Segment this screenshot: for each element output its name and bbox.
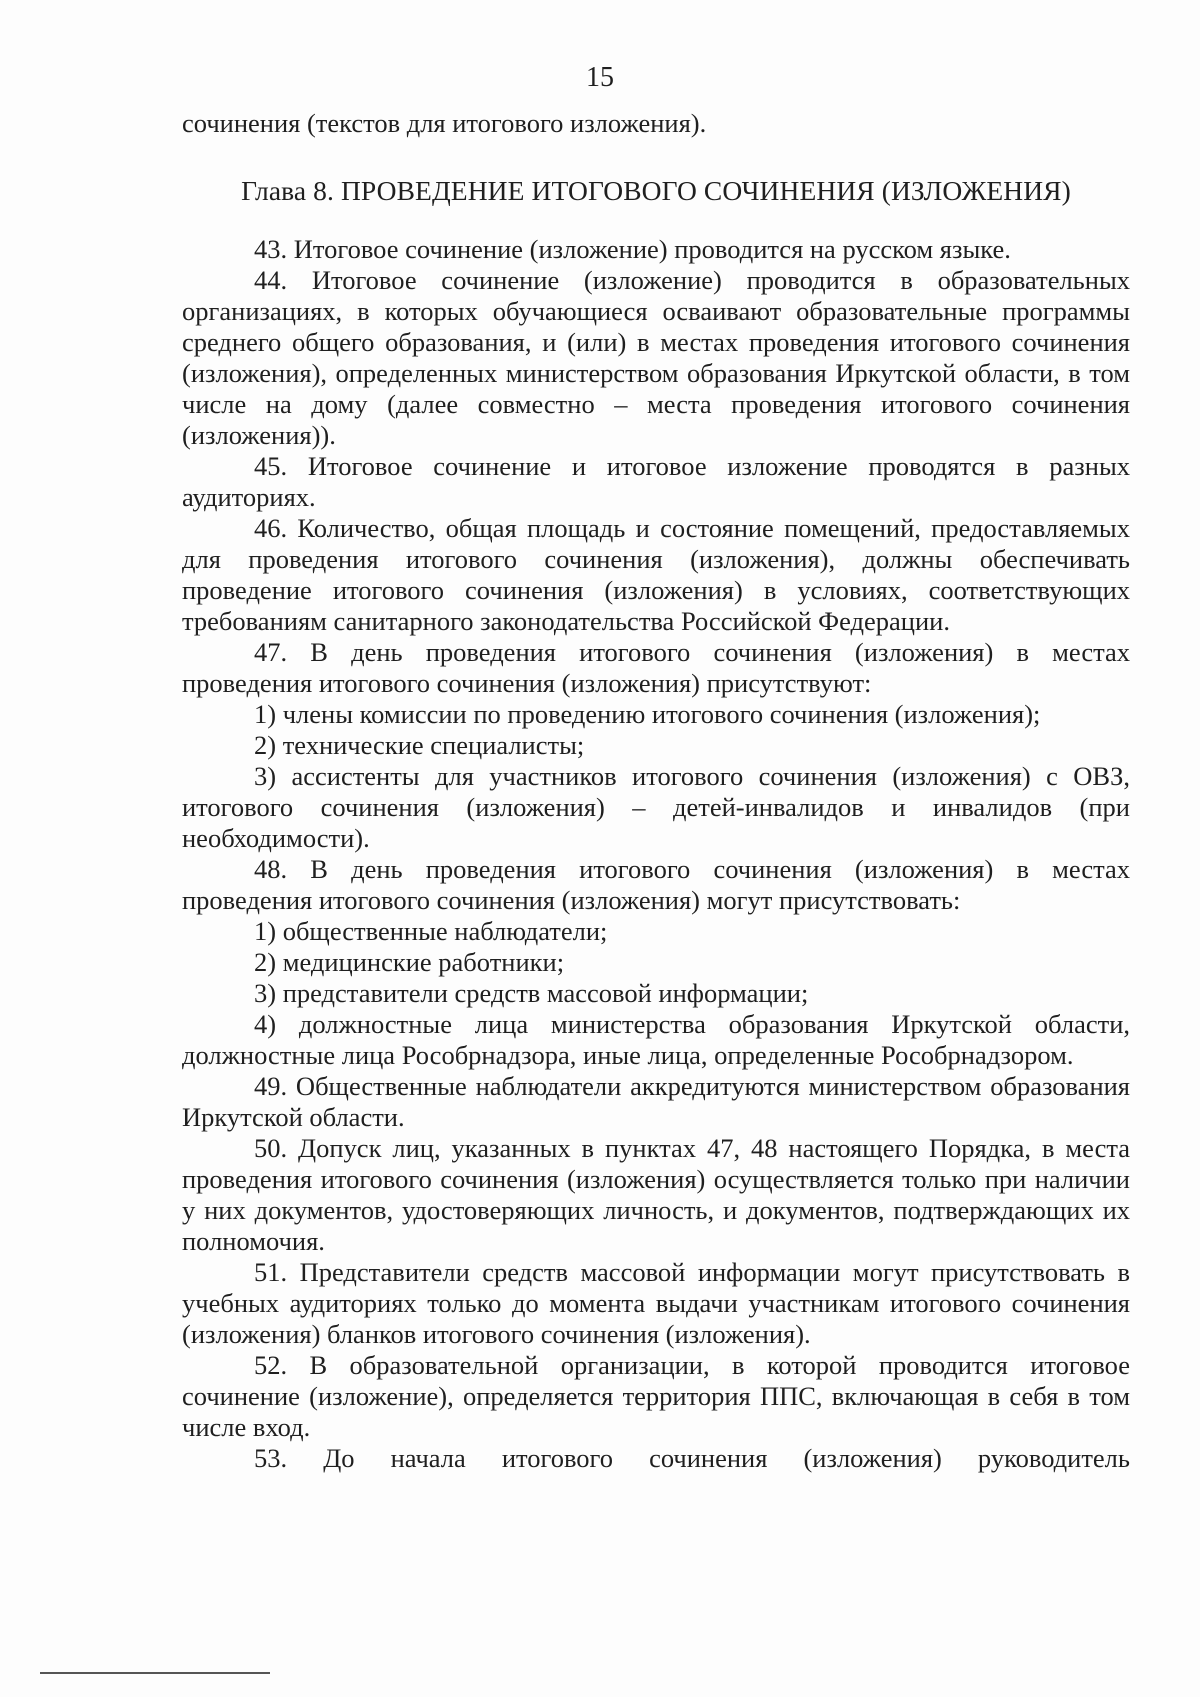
chapter-title: Глава 8. ПРОВЕДЕНИЕ ИТОГОВОГО СОЧИНЕНИЯ (ИЗЛОЖЕНИЯ): [241, 175, 1071, 206]
paragraph-46: 46. Количество, общая площадь и состояние помещений, предоставляемых для проведения итогового сочинения (изложения), должны обеспечивать проведение итогового сочинения (изложения) в условиях, соответствующих требованиям санитарного законодательства Российской Федерации.: [182, 513, 1130, 636]
list-item-48-2: 2) медицинские работники;: [254, 947, 565, 977]
paragraph-51: 51. Представители средств массовой информации могут присутствовать в учебных аудиториях только до момента выдачи участникам итогового сочинения (изложения) бланков итогового сочинения (изложения).: [182, 1257, 1130, 1349]
list-item-47-2: 2) технические специалисты;: [254, 730, 585, 760]
paragraph-43: 43. Итоговое сочинение (изложение) проводится на русском языке.: [254, 234, 1011, 264]
footer-rule: [40, 1672, 270, 1674]
list-item-47-1: 1) члены комиссии по проведению итогового сочинения (изложения);: [254, 699, 1041, 729]
continuation-line: сочинения (текстов для итогового изложения).: [182, 108, 707, 138]
paragraph-52: 52. В образовательной организации, в которой проводится итоговое сочинение (изложение), определяется территория ППС, включающая в себя в том числе вход.: [182, 1350, 1130, 1442]
document-body: [182, 108, 1130, 1474]
list-item-48-3: 3) представители средств массовой информации;: [254, 978, 809, 1008]
paragraph-45: 45. Итоговое сочинение и итоговое изложение проводятся в разных аудиториях.: [182, 451, 1130, 512]
page-number: 15: [586, 62, 614, 93]
paragraph-47: 47. В день проведения итогового сочинения (изложения) в местах проведения итогового сочинения (изложения) присутствуют:: [182, 637, 1130, 698]
paragraph-44: 44. Итоговое сочинение (изложение) проводится в образовательных организациях, в которых обучающиеся осваивают образовательные программы среднего общего образования, и (или) в местах проведения итогового сочинения (изложения), определенных министерством образования Иркутской области, в том числе на дому (далее совместно – места проведения итогового сочинения (изложения)).: [182, 265, 1130, 450]
paragraph-49: 49. Общественные наблюдатели аккредитуются министерством образования Иркутской области.: [182, 1071, 1130, 1132]
paragraph-53: 53. До начала итогового сочинения (изложения) руководитель: [254, 1443, 1130, 1473]
list-item-48-1: 1) общественные наблюдатели;: [254, 916, 608, 946]
paragraph-50: 50. Допуск лиц, указанных в пунктах 47, 48 настоящего Порядка, в места проведения итогового сочинения (изложения) осуществляется только при наличии у них документов, удостоверяющих личность, и документов, подтверждающих их полномочия.: [182, 1133, 1130, 1256]
paragraph-48: 48. В день проведения итогового сочинения (изложения) в местах проведения итогового сочинения (изложения) могут присутствовать:: [182, 854, 1130, 915]
list-item-48-4: 4) должностные лица министерства образования Иркутской области, должностные лица Рособрнадзора, иные лица, определенные Рособрнадзором.: [182, 1009, 1130, 1070]
list-item-47-3: 3) ассистенты для участников итогового сочинения (изложения) с ОВЗ, итогового сочинения (изложения) – детей-инвалидов и инвалидов (при необходимости).: [182, 761, 1130, 853]
